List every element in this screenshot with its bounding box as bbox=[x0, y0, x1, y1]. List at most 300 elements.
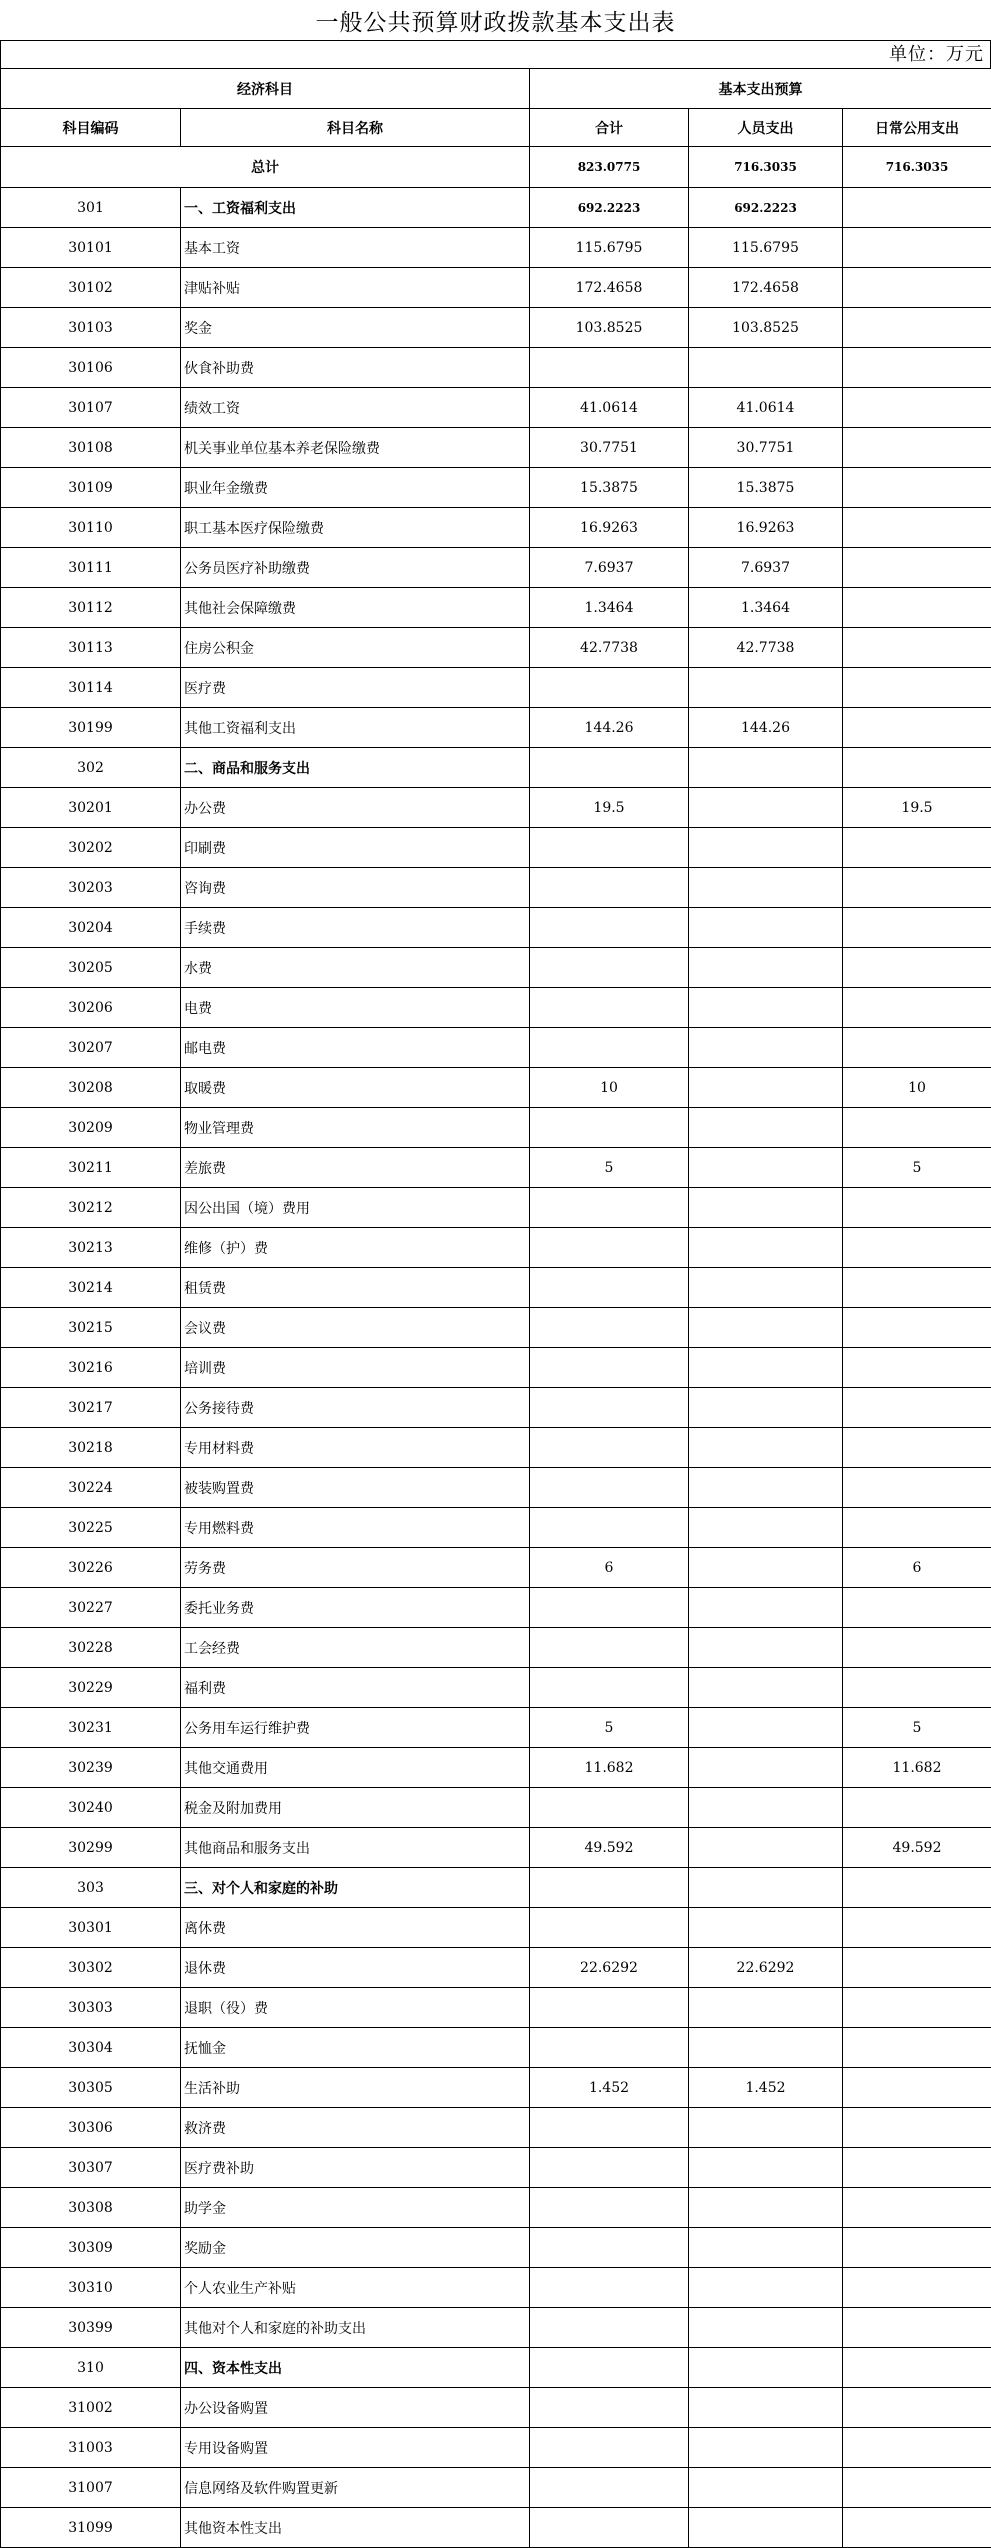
row-code: 30204 bbox=[1, 908, 181, 948]
row-code: 30114 bbox=[1, 668, 181, 708]
table-row bbox=[1, 548, 991, 588]
row-daily bbox=[843, 748, 991, 788]
row-personnel bbox=[689, 2028, 843, 2068]
row-code: 30113 bbox=[1, 628, 181, 668]
row-code: 30107 bbox=[1, 388, 181, 428]
row-total bbox=[530, 2508, 689, 2548]
row-total: 11.682 bbox=[530, 1748, 689, 1788]
row-name: 培训费 bbox=[181, 1348, 530, 1388]
row-personnel bbox=[689, 828, 843, 868]
table-row bbox=[1, 868, 991, 908]
row-daily bbox=[843, 2028, 991, 2068]
row-personnel: 16.9263 bbox=[689, 508, 843, 548]
row-daily: 6 bbox=[843, 1548, 991, 1588]
row-code: 30111 bbox=[1, 548, 181, 588]
row-personnel bbox=[689, 788, 843, 828]
row-personnel bbox=[689, 1148, 843, 1188]
row-total bbox=[530, 948, 689, 988]
row-personnel bbox=[689, 2308, 843, 2348]
row-personnel bbox=[689, 1108, 843, 1148]
row-daily bbox=[843, 948, 991, 988]
row-daily bbox=[843, 508, 991, 548]
row-name: 邮电费 bbox=[181, 1028, 530, 1068]
row-personnel: 41.0614 bbox=[689, 388, 843, 428]
row-name: 津贴补贴 bbox=[181, 268, 530, 308]
row-daily bbox=[843, 1788, 991, 1828]
row-daily bbox=[843, 2068, 991, 2108]
category-row bbox=[1, 188, 991, 228]
row-name: 电费 bbox=[181, 988, 530, 1028]
row-daily: 5 bbox=[843, 1708, 991, 1748]
row-total bbox=[530, 868, 689, 908]
row-daily bbox=[843, 2268, 991, 2308]
row-personnel bbox=[689, 1708, 843, 1748]
row-daily: 10 bbox=[843, 1068, 991, 1108]
row-personnel bbox=[689, 2148, 843, 2188]
row-name: 因公出国（境）费用 bbox=[181, 1188, 530, 1228]
table-row bbox=[1, 1988, 991, 2028]
row-total bbox=[530, 1228, 689, 1268]
row-name: 差旅费 bbox=[181, 1148, 530, 1188]
row-code: 30202 bbox=[1, 828, 181, 868]
table-row bbox=[1, 1588, 991, 1628]
table-row bbox=[1, 2068, 991, 2108]
table-row bbox=[1, 1348, 991, 1388]
table-row bbox=[1, 1508, 991, 1548]
row-personnel bbox=[689, 2348, 843, 2388]
total-daily: 716.3035 bbox=[843, 147, 991, 188]
row-code: 30217 bbox=[1, 1388, 181, 1428]
row-total: 6 bbox=[530, 1548, 689, 1588]
header-row-2 bbox=[1, 109, 991, 147]
table-row bbox=[1, 2308, 991, 2348]
row-personnel bbox=[689, 1668, 843, 1708]
row-name: 取暖费 bbox=[181, 1068, 530, 1108]
row-total bbox=[530, 2108, 689, 2148]
page-title: 一般公共预算财政拨款基本支出表 bbox=[315, 10, 676, 36]
row-daily bbox=[843, 548, 991, 588]
row-daily bbox=[843, 2508, 991, 2548]
row-name: 住房公积金 bbox=[181, 628, 530, 668]
table-row bbox=[1, 1948, 991, 1988]
table-row bbox=[1, 1148, 991, 1188]
row-daily: 19.5 bbox=[843, 788, 991, 828]
row-personnel bbox=[689, 1588, 843, 1628]
row-personnel: 1.452 bbox=[689, 2068, 843, 2108]
row-name: 助学金 bbox=[181, 2188, 530, 2228]
row-total: 115.6795 bbox=[530, 228, 689, 268]
header-code: 科目编码 bbox=[1, 109, 181, 147]
row-code: 30216 bbox=[1, 1348, 181, 1388]
row-total bbox=[530, 348, 689, 388]
row-total bbox=[530, 2388, 689, 2428]
row-personnel bbox=[689, 2428, 843, 2468]
row-name: 公务用车运行维护费 bbox=[181, 1708, 530, 1748]
row-daily bbox=[843, 468, 991, 508]
row-name: 奖励金 bbox=[181, 2228, 530, 2268]
row-daily bbox=[843, 2308, 991, 2348]
row-personnel: 172.4658 bbox=[689, 268, 843, 308]
row-total bbox=[530, 1388, 689, 1428]
row-personnel bbox=[689, 1788, 843, 1828]
table-row bbox=[1, 988, 991, 1028]
row-name: 其他交通费用 bbox=[181, 1748, 530, 1788]
row-total bbox=[530, 1988, 689, 2028]
row-code: 30399 bbox=[1, 2308, 181, 2348]
row-personnel: 22.6292 bbox=[689, 1948, 843, 1988]
table-row bbox=[1, 2508, 991, 2548]
row-code: 30302 bbox=[1, 1948, 181, 1988]
row-name: 伙食补助费 bbox=[181, 348, 530, 388]
row-code: 30213 bbox=[1, 1228, 181, 1268]
row-total: 19.5 bbox=[530, 788, 689, 828]
row-code: 30240 bbox=[1, 1788, 181, 1828]
row-total bbox=[530, 2468, 689, 2508]
row-personnel: 692.2223 bbox=[689, 188, 843, 228]
row-name: 会议费 bbox=[181, 1308, 530, 1348]
row-name: 专用设备购置 bbox=[181, 2428, 530, 2468]
table-row bbox=[1, 1828, 991, 1868]
row-name: 退休费 bbox=[181, 1948, 530, 1988]
row-name: 基本工资 bbox=[181, 228, 530, 268]
table-row bbox=[1, 388, 991, 428]
table-row bbox=[1, 2468, 991, 2508]
row-name: 机关事业单位基本养老保险缴费 bbox=[181, 428, 530, 468]
row-daily: 5 bbox=[843, 1148, 991, 1188]
row-code: 31099 bbox=[1, 2508, 181, 2548]
table-row bbox=[1, 228, 991, 268]
header-row-1 bbox=[1, 69, 991, 109]
table-row bbox=[1, 2188, 991, 2228]
row-personnel bbox=[689, 1188, 843, 1228]
row-total bbox=[530, 2428, 689, 2468]
table-row bbox=[1, 1708, 991, 1748]
row-personnel bbox=[689, 1468, 843, 1508]
row-name: 医疗费补助 bbox=[181, 2148, 530, 2188]
row-daily bbox=[843, 1868, 991, 1908]
row-code: 31003 bbox=[1, 2428, 181, 2468]
table-row bbox=[1, 1188, 991, 1228]
row-code: 30215 bbox=[1, 1308, 181, 1348]
row-name: 绩效工资 bbox=[181, 388, 530, 428]
row-code: 302 bbox=[1, 748, 181, 788]
row-daily bbox=[843, 388, 991, 428]
table-row bbox=[1, 1788, 991, 1828]
table-row bbox=[1, 1428, 991, 1468]
row-code: 30218 bbox=[1, 1428, 181, 1468]
row-total: 7.6937 bbox=[530, 548, 689, 588]
row-total: 10 bbox=[530, 1068, 689, 1108]
row-personnel bbox=[689, 748, 843, 788]
row-code: 30224 bbox=[1, 1468, 181, 1508]
row-total: 16.9263 bbox=[530, 508, 689, 548]
row-code: 30101 bbox=[1, 228, 181, 268]
row-code: 30206 bbox=[1, 988, 181, 1028]
row-code: 31002 bbox=[1, 2388, 181, 2428]
table-row bbox=[1, 2428, 991, 2468]
table-row bbox=[1, 1388, 991, 1428]
row-total: 5 bbox=[530, 1708, 689, 1748]
row-daily bbox=[843, 868, 991, 908]
row-code: 301 bbox=[1, 188, 181, 228]
row-personnel bbox=[689, 2228, 843, 2268]
row-personnel bbox=[689, 868, 843, 908]
row-total bbox=[530, 2308, 689, 2348]
row-daily bbox=[843, 2388, 991, 2428]
row-total bbox=[530, 2228, 689, 2268]
total-label: 总计 bbox=[1, 147, 530, 188]
row-total bbox=[530, 1628, 689, 1668]
row-total: 1.3464 bbox=[530, 588, 689, 628]
table-row bbox=[1, 1228, 991, 1268]
row-daily bbox=[843, 1468, 991, 1508]
row-personnel bbox=[689, 2468, 843, 2508]
row-daily bbox=[843, 1428, 991, 1468]
row-total: 30.7751 bbox=[530, 428, 689, 468]
row-code: 30307 bbox=[1, 2148, 181, 2188]
row-name: 租赁费 bbox=[181, 1268, 530, 1308]
row-daily bbox=[843, 1188, 991, 1228]
row-daily bbox=[843, 988, 991, 1028]
row-name: 离休费 bbox=[181, 1908, 530, 1948]
row-name: 抚恤金 bbox=[181, 2028, 530, 2068]
row-code: 30231 bbox=[1, 1708, 181, 1748]
row-daily bbox=[843, 1228, 991, 1268]
row-personnel bbox=[689, 1348, 843, 1388]
row-total bbox=[530, 2268, 689, 2308]
row-personnel: 42.7738 bbox=[689, 628, 843, 668]
row-name: 维修（护）费 bbox=[181, 1228, 530, 1268]
row-name: 委托业务费 bbox=[181, 1588, 530, 1628]
table-row bbox=[1, 1628, 991, 1668]
row-daily bbox=[843, 1668, 991, 1708]
row-code: 30110 bbox=[1, 508, 181, 548]
row-name: 三、对个人和家庭的补助 bbox=[181, 1868, 530, 1908]
row-total bbox=[530, 1028, 689, 1068]
row-personnel bbox=[689, 1868, 843, 1908]
row-code: 30109 bbox=[1, 468, 181, 508]
row-daily bbox=[843, 1108, 991, 1148]
row-daily bbox=[843, 908, 991, 948]
row-daily bbox=[843, 1348, 991, 1388]
row-daily bbox=[843, 1268, 991, 1308]
row-code: 30199 bbox=[1, 708, 181, 748]
row-daily bbox=[843, 588, 991, 628]
unit-label: 单位：万元 bbox=[889, 44, 984, 65]
table-row bbox=[1, 828, 991, 868]
row-daily bbox=[843, 348, 991, 388]
table-row bbox=[1, 508, 991, 548]
row-personnel bbox=[689, 1068, 843, 1108]
row-personnel: 15.3875 bbox=[689, 468, 843, 508]
row-name: 专用燃料费 bbox=[181, 1508, 530, 1548]
row-name: 其他对个人和家庭的补助支出 bbox=[181, 2308, 530, 2348]
table-row bbox=[1, 2228, 991, 2268]
row-daily bbox=[843, 1388, 991, 1428]
row-name: 一、工资福利支出 bbox=[181, 188, 530, 228]
row-daily bbox=[843, 2428, 991, 2468]
row-code: 30112 bbox=[1, 588, 181, 628]
row-name: 被装购置费 bbox=[181, 1468, 530, 1508]
row-personnel: 7.6937 bbox=[689, 548, 843, 588]
row-personnel bbox=[689, 908, 843, 948]
row-total bbox=[530, 1108, 689, 1148]
row-name: 其他资本性支出 bbox=[181, 2508, 530, 2548]
row-total bbox=[530, 668, 689, 708]
row-daily: 49.592 bbox=[843, 1828, 991, 1868]
row-name: 福利费 bbox=[181, 1668, 530, 1708]
row-code: 30102 bbox=[1, 268, 181, 308]
table-row bbox=[1, 308, 991, 348]
row-code: 303 bbox=[1, 1868, 181, 1908]
row-personnel bbox=[689, 1268, 843, 1308]
category-row bbox=[1, 1868, 991, 1908]
row-total bbox=[530, 1188, 689, 1228]
row-personnel bbox=[689, 1628, 843, 1668]
row-daily bbox=[843, 268, 991, 308]
row-daily bbox=[843, 2108, 991, 2148]
row-name: 办公费 bbox=[181, 788, 530, 828]
row-code: 30108 bbox=[1, 428, 181, 468]
row-total: 692.2223 bbox=[530, 188, 689, 228]
header-daily: 日常公用支出 bbox=[843, 109, 991, 147]
row-daily bbox=[843, 1948, 991, 1988]
row-daily bbox=[843, 1308, 991, 1348]
row-name: 印刷费 bbox=[181, 828, 530, 868]
row-name: 救济费 bbox=[181, 2108, 530, 2148]
row-total bbox=[530, 1668, 689, 1708]
row-personnel bbox=[689, 1308, 843, 1348]
row-code: 30203 bbox=[1, 868, 181, 908]
row-code: 30103 bbox=[1, 308, 181, 348]
row-personnel bbox=[689, 348, 843, 388]
row-total bbox=[530, 1308, 689, 1348]
row-daily bbox=[843, 428, 991, 468]
row-total bbox=[530, 2028, 689, 2068]
row-personnel bbox=[689, 1548, 843, 1588]
row-total bbox=[530, 828, 689, 868]
row-code: 30225 bbox=[1, 1508, 181, 1548]
row-daily bbox=[843, 1508, 991, 1548]
header-economic-subject: 经济科目 bbox=[1, 69, 530, 109]
row-personnel bbox=[689, 1988, 843, 2028]
total-total: 823.0775 bbox=[530, 147, 689, 188]
row-name: 公务员医疗补助缴费 bbox=[181, 548, 530, 588]
table-row bbox=[1, 1028, 991, 1068]
row-total: 172.4658 bbox=[530, 268, 689, 308]
row-code: 30226 bbox=[1, 1548, 181, 1588]
table-row bbox=[1, 908, 991, 948]
header-personnel: 人员支出 bbox=[689, 109, 843, 147]
row-daily bbox=[843, 1028, 991, 1068]
table-row bbox=[1, 1468, 991, 1508]
row-code: 30303 bbox=[1, 1988, 181, 2028]
row-total bbox=[530, 2148, 689, 2188]
row-total: 144.26 bbox=[530, 708, 689, 748]
row-total bbox=[530, 1508, 689, 1548]
row-daily bbox=[843, 2188, 991, 2228]
row-total bbox=[530, 1268, 689, 1308]
row-total bbox=[530, 1348, 689, 1388]
row-code: 30106 bbox=[1, 348, 181, 388]
category-row bbox=[1, 748, 991, 788]
row-total: 49.592 bbox=[530, 1828, 689, 1868]
header-name: 科目名称 bbox=[181, 109, 530, 147]
row-daily bbox=[843, 708, 991, 748]
row-code: 30227 bbox=[1, 1588, 181, 1628]
row-daily bbox=[843, 2148, 991, 2188]
table-row bbox=[1, 2388, 991, 2428]
row-name: 劳务费 bbox=[181, 1548, 530, 1588]
table-row bbox=[1, 628, 991, 668]
row-name: 其他工资福利支出 bbox=[181, 708, 530, 748]
row-total bbox=[530, 988, 689, 1028]
row-daily bbox=[843, 188, 991, 228]
row-personnel bbox=[689, 2108, 843, 2148]
row-personnel bbox=[689, 1028, 843, 1068]
table-row bbox=[1, 268, 991, 308]
row-daily bbox=[843, 1628, 991, 1668]
table-row bbox=[1, 1268, 991, 1308]
row-personnel bbox=[689, 948, 843, 988]
row-code: 30207 bbox=[1, 1028, 181, 1068]
table-row bbox=[1, 1308, 991, 1348]
row-daily bbox=[843, 668, 991, 708]
table-row bbox=[1, 588, 991, 628]
row-daily bbox=[843, 2348, 991, 2388]
row-code: 30299 bbox=[1, 1828, 181, 1868]
row-code: 31007 bbox=[1, 2468, 181, 2508]
row-personnel: 1.3464 bbox=[689, 588, 843, 628]
row-personnel bbox=[689, 1388, 843, 1428]
table-row bbox=[1, 788, 991, 828]
total-personnel: 716.3035 bbox=[689, 147, 843, 188]
row-personnel: 144.26 bbox=[689, 708, 843, 748]
row-total: 22.6292 bbox=[530, 1948, 689, 1988]
row-name: 公务接待费 bbox=[181, 1388, 530, 1428]
row-total: 41.0614 bbox=[530, 388, 689, 428]
row-total bbox=[530, 908, 689, 948]
row-personnel: 103.8525 bbox=[689, 308, 843, 348]
header-basic-budget: 基本支出预算 bbox=[530, 69, 991, 109]
row-personnel bbox=[689, 2188, 843, 2228]
row-daily bbox=[843, 228, 991, 268]
row-code: 30301 bbox=[1, 1908, 181, 1948]
row-total bbox=[530, 1908, 689, 1948]
row-name: 退职（役）费 bbox=[181, 1988, 530, 2028]
row-name: 手续费 bbox=[181, 908, 530, 948]
row-daily bbox=[843, 308, 991, 348]
table-row bbox=[1, 468, 991, 508]
row-code: 30229 bbox=[1, 1668, 181, 1708]
row-code: 30228 bbox=[1, 1628, 181, 1668]
row-personnel bbox=[689, 2508, 843, 2548]
total-row bbox=[1, 147, 991, 188]
row-personnel bbox=[689, 2268, 843, 2308]
row-personnel: 30.7751 bbox=[689, 428, 843, 468]
row-name: 职业年金缴费 bbox=[181, 468, 530, 508]
row-code: 30214 bbox=[1, 1268, 181, 1308]
row-code: 30239 bbox=[1, 1748, 181, 1788]
table-row bbox=[1, 668, 991, 708]
row-daily: 11.682 bbox=[843, 1748, 991, 1788]
table-row bbox=[1, 1068, 991, 1108]
row-name: 二、商品和服务支出 bbox=[181, 748, 530, 788]
row-daily bbox=[843, 828, 991, 868]
row-name: 物业管理费 bbox=[181, 1108, 530, 1148]
table-row bbox=[1, 1668, 991, 1708]
row-name: 四、资本性支出 bbox=[181, 2348, 530, 2388]
